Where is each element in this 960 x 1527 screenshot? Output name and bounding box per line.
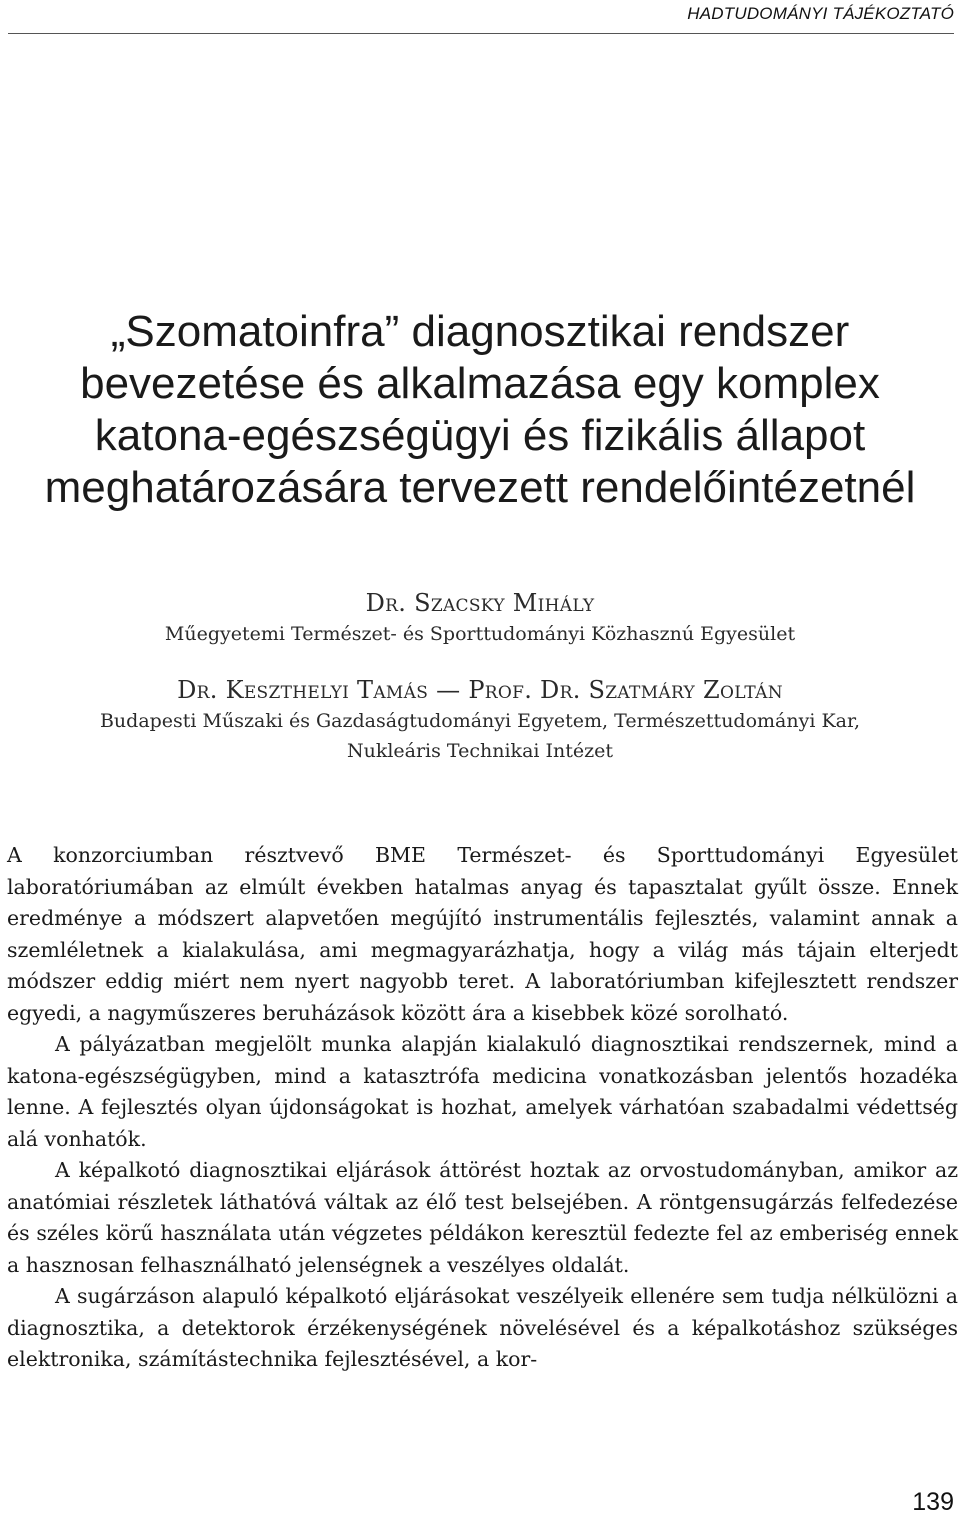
body-paragraph: A sugárzáson alapuló képalkotó eljárásokat veszélyeik ellenére sem tudja nélkülözni a diagnosztika, a detektorok érzékenységének növelésével és a képalkotáshoz szükséges elektronika, számítástechnika fejlesztésével, a kor- (7, 1284, 958, 1371)
body-paragraph: A képalkotó diagnosztikai eljárások áttörést hoztak az orvostudományban, amikor az anatómiai részletek láthatóvá váltak az élő test belsejében. A röntgensugárzás felfedezése és széles körű használata után végzetes példákon keresztül fedezte fel az emberiség ennek a hasznosan felhasználható jelenségnek a veszélyes oldalát. (7, 1158, 958, 1277)
author-block-2 (0, 674, 960, 766)
author-names: Dr. Keszthelyi Tamás — Prof. Dr. Szatmáry Zoltán (177, 676, 783, 704)
header-rule (8, 33, 954, 34)
body-paragraph: A pályázatban megjelölt munka alapján kialakuló diagnosztikai rendszernek, mind a katona-egészségügyben, mind a katasztrófa medicina vonatkozásban jelentős hozadéka lenne. A fejlesztés olyan újdonságokat is hozhat, amelyek várhatóan szabadalmi védettség alá vonhatók. (7, 1032, 958, 1151)
running-header: HADTUDOMÁNYI TÁJÉKOZTATÓ (687, 4, 954, 23)
article-body (7, 840, 958, 1376)
title-line: bevezetése és alkalmazása egy komplex (80, 359, 880, 408)
title-line: meghatározására tervezett rendelőintézetnél (44, 463, 916, 512)
title-line: „Szomatoinfra” diagnosztikai rendszer (110, 307, 850, 356)
article-title (0, 306, 960, 514)
author-affiliation: Nukleáris Technikai Intézet (346, 740, 614, 762)
author-name: Dr. Szacsky Mihály (365, 589, 595, 617)
author-block-1 (0, 587, 960, 649)
author-affiliation: Műegyetemi Természet- és Sporttudományi Közhasznú Egyesület (164, 623, 796, 645)
body-paragraph: A konzorciumban résztvevő BME Természet- és Sporttudományi Egyesület laboratóriumában az elmúlt években hatalmas anyag és tapasztalat gyűlt össze. Ennek eredménye a módszert alapvetően megújító instrumentális fejlesztés, valamint annak a szemléletnek a kialakulása, ami megmagyarázhatja, hogy a világ más tájain elterjedt módszer eddig miért nem nyert nagyobb teret. A laboratóriumban kifejlesztett rendszer egyedi, a nagyműszeres beruházások között ára a kisebbek közé sorolható. (7, 843, 958, 1025)
page-number: 139 (912, 1488, 954, 1516)
author-affiliation: Budapesti Műszaki és Gazdaságtudományi Egyetem, Természettudományi Kar, (99, 710, 861, 732)
title-line: katona-egészségügyi és fizikális állapot (94, 411, 866, 460)
